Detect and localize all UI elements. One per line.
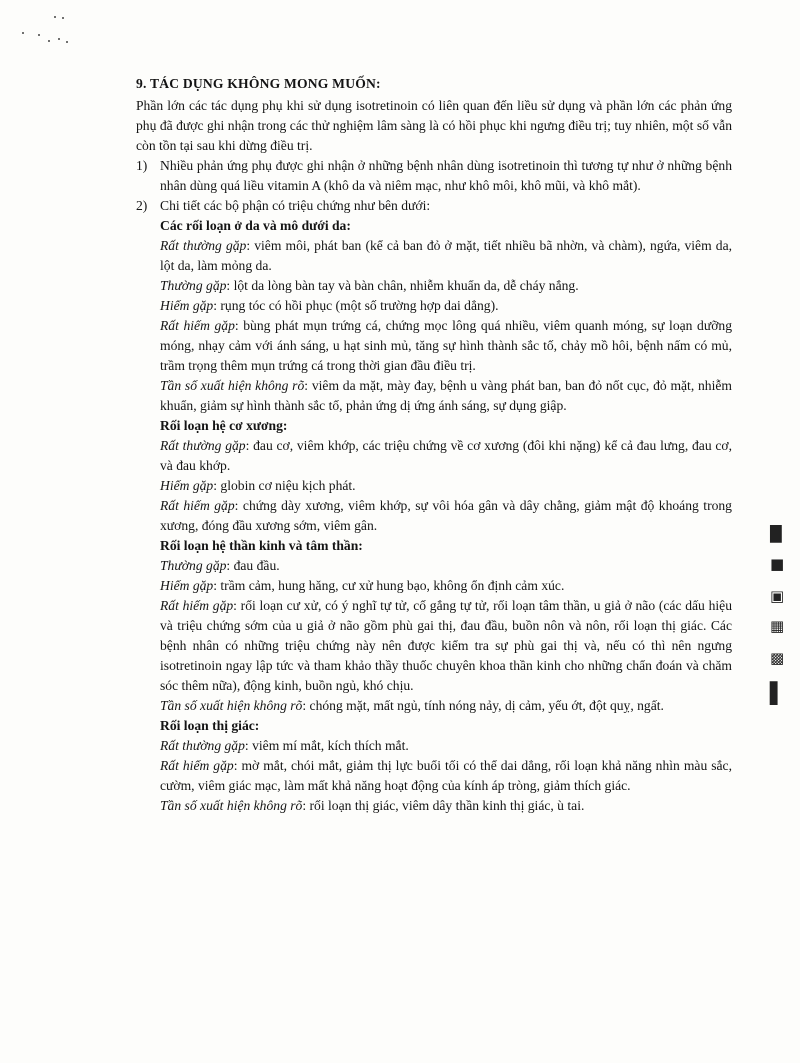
- effect-text: : đau đầu.: [226, 558, 280, 573]
- skin-entry: [160, 376, 732, 416]
- effect-text: : viêm môi, phát ban (kể cả ban đỏ ở mặt, tiết nhiều bã nhờn, và chàm), ngứa, viêm da, lột da, làm mỏng da.: [160, 238, 733, 273]
- list-item-text: Chi tiết các bộ phận có triệu chứng như bên dưới:: [160, 198, 431, 213]
- effect-text: : viêm mí mắt, kích thích mắt.: [244, 738, 409, 753]
- frequency-label: Rất thường gặp: [160, 238, 247, 253]
- frequency-label: Rất hiếm gặp: [160, 498, 235, 513]
- neuro-entry: [160, 576, 732, 596]
- effect-text: : rối loạn thị giác, viêm dây thần kinh thị giác, ù tai.: [302, 798, 585, 813]
- vision-entry: [160, 736, 732, 756]
- effect-text: : lột da lòng bàn tay và bàn chân, nhiễm khuẩn da, dễ cháy nắng.: [226, 278, 579, 293]
- musculo-entry: [160, 436, 732, 476]
- list-item-2: [136, 196, 732, 816]
- effect-text: : bùng phát mụn trứng cá, chứng mọc lông quá nhiều, viêm quanh móng, sự loạn dưỡng móng, nhạy cảm với ánh sáng, u hạt sinh mủ, tăng sự hình thành sắc tố, chảy mồ hôi, bệnh nấm có mủ, trầm trọng thêm mụn trứng cá trong thời gian đầu điều trị.: [160, 318, 732, 373]
- group-heading-skin: Các rối loạn ở da và mô dưới da:: [160, 218, 351, 233]
- effect-text: : chứng dày xương, viêm khớp, sự vôi hóa gân và dây chằng, giảm mật độ khoáng trong xương, đóng đầu xương sớm, viêm gân.: [160, 498, 732, 533]
- musculo-entry: [160, 476, 732, 496]
- group-heading-musculoskeletal: Rối loạn hệ cơ xương:: [160, 418, 288, 433]
- effect-text: : đau cơ, viêm khớp, các triệu chứng về cơ xương (đôi khi nặng) kể cả đau lưng, đau cơ, và đau khớp.: [160, 438, 732, 473]
- frequency-label: Tần số xuất hiện không rõ: [160, 698, 303, 713]
- frequency-label: Rất hiếm gặp: [160, 318, 235, 333]
- effect-text: : trầm cảm, hung hăng, cư xử hung bạo, không ổn định cảm xúc.: [213, 578, 565, 593]
- frequency-label: Rất thường gặp: [160, 738, 245, 753]
- intro-paragraph: Phần lớn các tác dụng phụ khi sử dụng isotretinoin có liên quan đến liều sử dụng và phần lớn các phản ứng phụ đã được ghi nhận trong các thử nghiệm lâm sàng là có hồi phục khi ngưng điều trị; tuy nhiên, một số vẫn còn tồn tại sau khi dừng điều trị.: [136, 98, 732, 153]
- effect-text: : chóng mặt, mất ngủ, tính nóng nảy, dị cảm, yếu ớt, đột quỵ, ngất.: [302, 698, 664, 713]
- vision-entry: [160, 796, 732, 816]
- effect-text: : globin cơ niệu kịch phát.: [213, 478, 356, 493]
- effect-text: : mờ mắt, chói mắt, giảm thị lực buổi tối có thể dai dẳng, rối loạn khả năng nhìn màu sắc, cườm, viêm giác mạc, làm mất khả năng hoạt động của kính áp tròng, giảm thích giác.: [160, 758, 732, 793]
- list-number: 2): [136, 198, 148, 213]
- neuro-entry: [160, 696, 732, 716]
- frequency-label: Thường gặp: [160, 278, 227, 293]
- frequency-label: Hiếm gặp: [160, 478, 214, 493]
- effect-text: : viêm da mặt, mày đay, bệnh u vàng phát ban, ban đỏ nốt cục, đỏ mặt, nhiễm khuẩn, giảm sự hình thành sắc tố, phản ứng dị ứng ánh sáng, sự dụng giập.: [160, 378, 732, 413]
- stamp-edge-mark: █ ■ ▣ ▦ ▩ ▌: [770, 525, 786, 705]
- scan-specks: [18, 10, 78, 50]
- frequency-label: Hiếm gặp: [160, 298, 214, 313]
- group-heading-vision: Rối loạn thị giác:: [160, 718, 260, 733]
- skin-entry: [160, 236, 732, 276]
- frequency-label: Rất hiếm gặp: [160, 598, 234, 613]
- skin-entry: [160, 316, 732, 376]
- list-item-1: [136, 156, 732, 196]
- frequency-label: Tần số xuất hiện không rõ: [160, 798, 303, 813]
- effect-text: : rối loạn cư xử, có ý nghĩ tự tử, cố gắng tự tử, rối loạn tâm thần, u giả ở não (các dấu hiệu và triệu chứng sớm của u giả ở não gồm phù gai thị, đau đầu, buồn nôn và nôn, rối loạn thị giác. Các bệnh nhân có những triệu chứng này nên được kiểm tra sự phù gai thị và, nếu có thì nên ngưng isotretinoin ngay lập tức và tham khảo thầy thuốc chuyên khoa thần kinh cho những chẩn đoán và chăm sóc thêm nữa), động kinh, buồn ngủ, khó chịu.: [160, 598, 732, 693]
- list-number: 1): [136, 158, 148, 173]
- neuro-entry: [160, 596, 732, 696]
- frequency-label: Tần số xuất hiện không rõ: [160, 378, 305, 393]
- skin-entry: [160, 296, 732, 316]
- musculo-entry: [160, 496, 732, 536]
- frequency-label: Rất thường gặp: [160, 438, 246, 453]
- effect-text: : rụng tóc có hồi phục (một số trường hợp dai dẳng).: [213, 298, 499, 313]
- document-page: [136, 74, 732, 816]
- group-heading-neuro: Rối loạn hệ thần kinh và tâm thần:: [160, 538, 363, 553]
- frequency-label: Rất hiếm gặp: [160, 758, 234, 773]
- neuro-entry: [160, 556, 732, 576]
- skin-entry: [160, 276, 732, 296]
- list-item-text: Nhiều phản ứng phụ được ghi nhận ở những bệnh nhân dùng isotretinoin thì tương tự như ở những bệnh nhân dùng quá liều vitamin A (khô da và niêm mạc, như khô môi, khô mũi, và khô mắt).: [160, 158, 732, 193]
- frequency-label: Thường gặp: [160, 558, 227, 573]
- section-title: 9. TÁC DỤNG KHÔNG MONG MUỐN:: [136, 76, 381, 91]
- frequency-label: Hiếm gặp: [160, 578, 214, 593]
- vision-entry: [160, 756, 732, 796]
